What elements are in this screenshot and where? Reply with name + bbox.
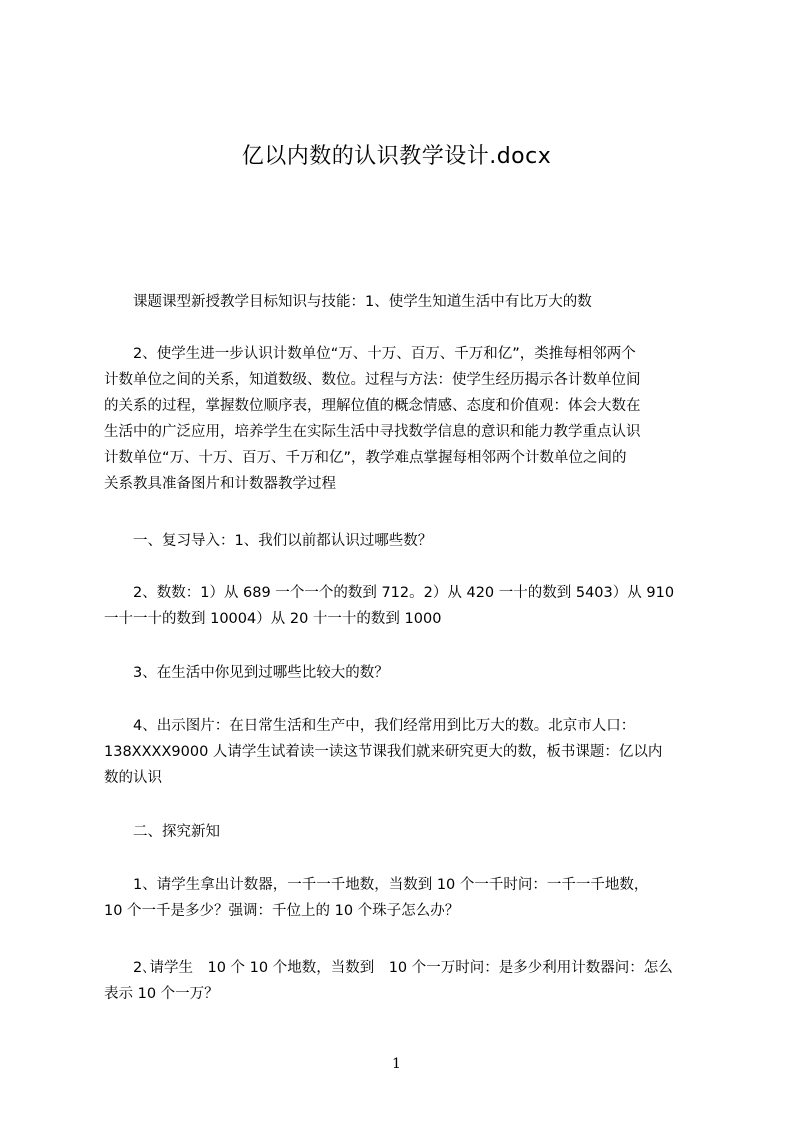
- text-line: 1、请学生拿出计数器，一千一千地数，当数到 10 个一千时问：一千一千地数，: [104, 877, 649, 893]
- text-line: 表示 10 个一万？: [104, 986, 219, 1002]
- text-line: 一十一十的数到 10004）从 20 十一十的数到 1000: [104, 611, 442, 627]
- text-line: 2、数数：1）从 689 一个一个的数到 712。2）从 420 一十的数到 5403）从 910: [104, 585, 675, 601]
- section-heading: 二、探究新知: [104, 824, 220, 840]
- text-line: 课题课型新授教学目标知识与技能：1、使学生知道生活中有比万大的数: [104, 294, 592, 310]
- document-title: 亿以内数的认识教学设计.docx: [241, 144, 552, 169]
- section-heading: 一、复习导入：1、我们以前都认识过哪些数？: [104, 533, 433, 549]
- text-line: 4、出示图片：在日常生活和生产中，我们经常用到比万大的数。北京市人口：: [104, 718, 636, 734]
- text-line: 数的认识: [104, 770, 162, 786]
- text-line: 关系教具准备图片和计数器教学过程: [104, 476, 336, 492]
- text-line: 的关系的过程，掌握数位顺序表，理解位值的概念情感、态度和价值观：体会大数在: [104, 398, 641, 414]
- page-number: 1: [392, 1056, 401, 1072]
- text-line: 3、在生活中你见到过哪些比较大的数？: [104, 665, 389, 681]
- text-line: 10 个一千是多少？强调：千位上的 10 个珠子怎么办？: [104, 903, 460, 919]
- text-line: 2､请学生 10 个 10 个地数，当数到 10 个一万时问：是多少利用计数器问：怎么: [104, 960, 673, 976]
- text-line: 计数单位之间的关系，知道数级、数位。过程与方法：使学生经历揭示各计数单位间: [104, 372, 641, 388]
- paragraph-objectives-detail: [104, 341, 698, 497]
- paragraph-explore-heading: [104, 819, 698, 845]
- text-line: 生活中的广泛应用，培养学生在实际生活中寻找数学信息的意识和能力教学重点认识: [104, 424, 641, 440]
- text-line: 2、使学生进一步认识计数单位“万、十万、百万、千万和亿”，类推每相邻两个: [104, 346, 636, 362]
- paragraph-show-pictures: [104, 713, 698, 791]
- paragraph-big-numbers-question: [104, 660, 698, 686]
- text-line: 计数单位“万、十万、百万、千万和亿”，教学难点掌握每相邻两个计数单位之间的: [104, 450, 627, 466]
- paragraph-counter-thousands: [104, 872, 698, 924]
- text-line: 138XXXX9000 人请学生试着读一读这节课我们就来研究更大的数，板书课题：亿以内: [104, 744, 663, 760]
- paragraph-lesson-objective: [104, 289, 698, 315]
- paragraph-review-intro: [104, 528, 698, 554]
- paragraph-counter-ten-thousands: [104, 955, 698, 1007]
- paragraph-counting: [104, 580, 698, 632]
